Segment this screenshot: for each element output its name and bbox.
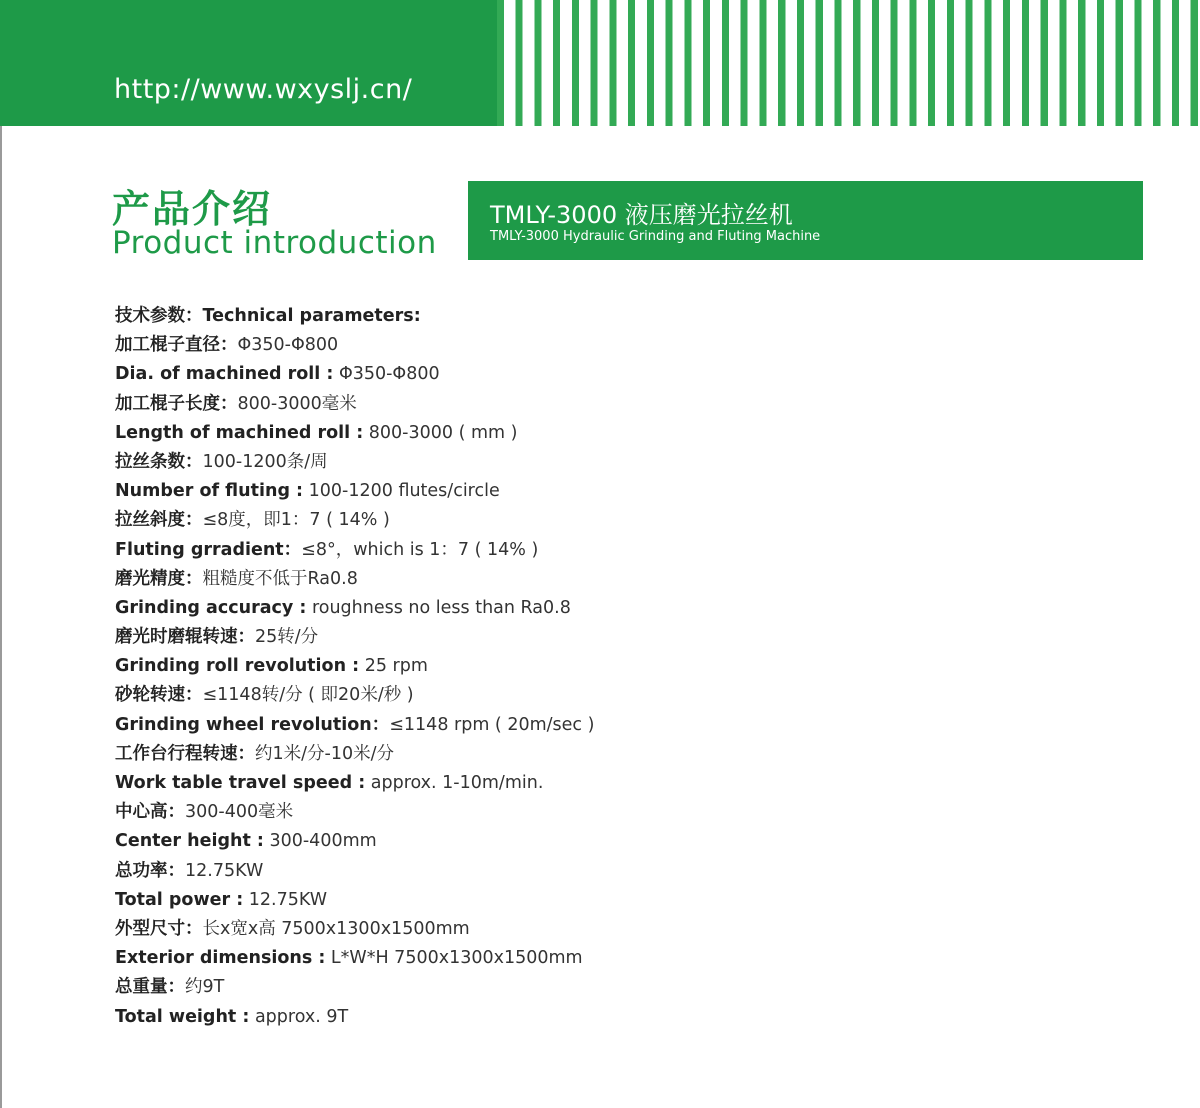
spec-key: Length of machined roll : — [115, 422, 364, 443]
header-green-panel — [0, 0, 497, 126]
spec-key: 砂轮转速： — [115, 685, 203, 706]
spec-key: 磨光精度： — [115, 568, 203, 589]
spec-value: ≤1148转/分 ( 即20米/秒 ) — [202, 685, 414, 706]
spec-value: 25 rpm — [359, 656, 428, 677]
spec-value: 300-400mm — [263, 831, 377, 852]
spec-row — [115, 886, 594, 915]
spec-key: Number of fluting : — [115, 481, 304, 502]
spec-key: 外型尺寸： — [115, 918, 203, 939]
spec-row — [115, 623, 594, 652]
spec-value: 约1米/分-10米/分 — [255, 743, 395, 764]
spec-value: 300-400毫米 — [185, 802, 294, 823]
spec-key: 总功率： — [115, 860, 185, 881]
spec-row — [115, 448, 594, 477]
spec-value: 100-1200条/周 — [202, 451, 328, 472]
spec-row — [115, 536, 594, 565]
spec-value: ≤8°，which is 1：7 ( 14% ) — [301, 539, 539, 560]
spec-key: 加工棍子长度： — [115, 393, 238, 414]
spec-row — [115, 652, 594, 681]
spec-key: Fluting grradient： — [115, 539, 302, 560]
spec-value: 100-1200 flutes/circle — [303, 481, 500, 502]
spec-row — [115, 798, 594, 827]
spec-value: 800-3000毫米 — [237, 393, 357, 414]
spec-row — [115, 360, 594, 389]
spec-value: approx. 9T — [249, 1006, 349, 1027]
spec-value: roughness no less than Ra0.8 — [306, 597, 571, 618]
spec-value: 800-3000 ( mm ) — [363, 422, 518, 443]
website-url[interactable]: http://www.wxyslj.cn/ — [114, 74, 413, 105]
spec-key: 拉丝斜度： — [115, 510, 203, 531]
spec-key: 技术参数： — [115, 306, 203, 326]
spec-row — [115, 944, 594, 973]
spec-key: Total weight : — [115, 1006, 250, 1027]
header-banner — [0, 0, 1200, 126]
spec-row — [115, 331, 594, 360]
spec-value: approx. 1-10m/min. — [365, 773, 544, 793]
spec-value: Technical parameters: — [202, 306, 421, 326]
spec-key: 工作台行程转速： — [115, 743, 255, 764]
model-name-en: TMLY-3000 Hydraulic Grinding and Fluting Machine — [490, 229, 821, 244]
spec-row — [115, 565, 594, 594]
spec-row — [115, 302, 594, 331]
spec-row — [115, 857, 594, 886]
spec-value: 长x宽x高 7500x1300x1500mm — [202, 918, 470, 939]
spec-value: ≤8度，即1：7 ( 14% ) — [202, 510, 390, 531]
spec-row — [115, 740, 594, 769]
model-name-zh: TMLY-3000 液压磨光拉丝机 — [490, 201, 793, 229]
spec-row — [115, 1003, 594, 1032]
page-left-edge — [0, 0, 2, 1108]
spec-key: Center height : — [115, 831, 264, 852]
spec-key: 拉丝条数： — [115, 451, 203, 472]
spec-value: Φ350-Φ800 — [333, 364, 440, 385]
spec-key: Grinding roll revolution : — [115, 656, 360, 677]
spec-row — [115, 973, 594, 1002]
spec-row — [115, 506, 594, 535]
spec-key: 磨光时磨辊转速： — [115, 627, 255, 648]
spec-key: 加工棍子直径： — [115, 335, 238, 356]
section-title-zh: 产品介绍 — [112, 187, 273, 231]
spec-row — [115, 419, 594, 448]
spec-key: Work table travel speed : — [115, 773, 366, 793]
spec-value: 12.75KW — [243, 889, 328, 910]
spec-row — [115, 711, 594, 740]
technical-specs-list — [115, 302, 594, 1032]
spec-row — [115, 681, 594, 710]
spec-key: Grinding accuracy : — [115, 597, 307, 618]
spec-value: 25转/分 — [255, 627, 319, 648]
spec-key: Exterior dimensions : — [115, 948, 326, 969]
spec-row — [115, 827, 594, 856]
spec-value: L*W*H 7500x1300x1500mm — [325, 948, 583, 969]
spec-value: 约9T — [185, 977, 225, 998]
spec-key: Grinding wheel revolution： — [115, 714, 390, 735]
spec-value: 粗糙度不低于Ra0.8 — [202, 568, 358, 589]
spec-row — [115, 390, 594, 419]
spec-row — [115, 594, 594, 623]
spec-value: ≤1148 rpm ( 20m/sec ) — [389, 714, 595, 735]
spec-row — [115, 477, 594, 506]
spec-key: Total power : — [115, 889, 244, 910]
spec-value: 12.75KW — [185, 860, 264, 881]
spec-key: 总重量： — [115, 977, 185, 998]
spec-key: 中心高： — [115, 802, 185, 823]
spec-row — [115, 915, 594, 944]
spec-value: Φ350-Φ800 — [237, 335, 339, 356]
model-title-box — [468, 181, 1143, 260]
spec-key: Dia. of machined roll : — [115, 364, 334, 385]
header-stripes-decoration — [497, 0, 1200, 126]
spec-row — [115, 769, 594, 798]
section-title-en: Product introduction — [112, 225, 437, 261]
